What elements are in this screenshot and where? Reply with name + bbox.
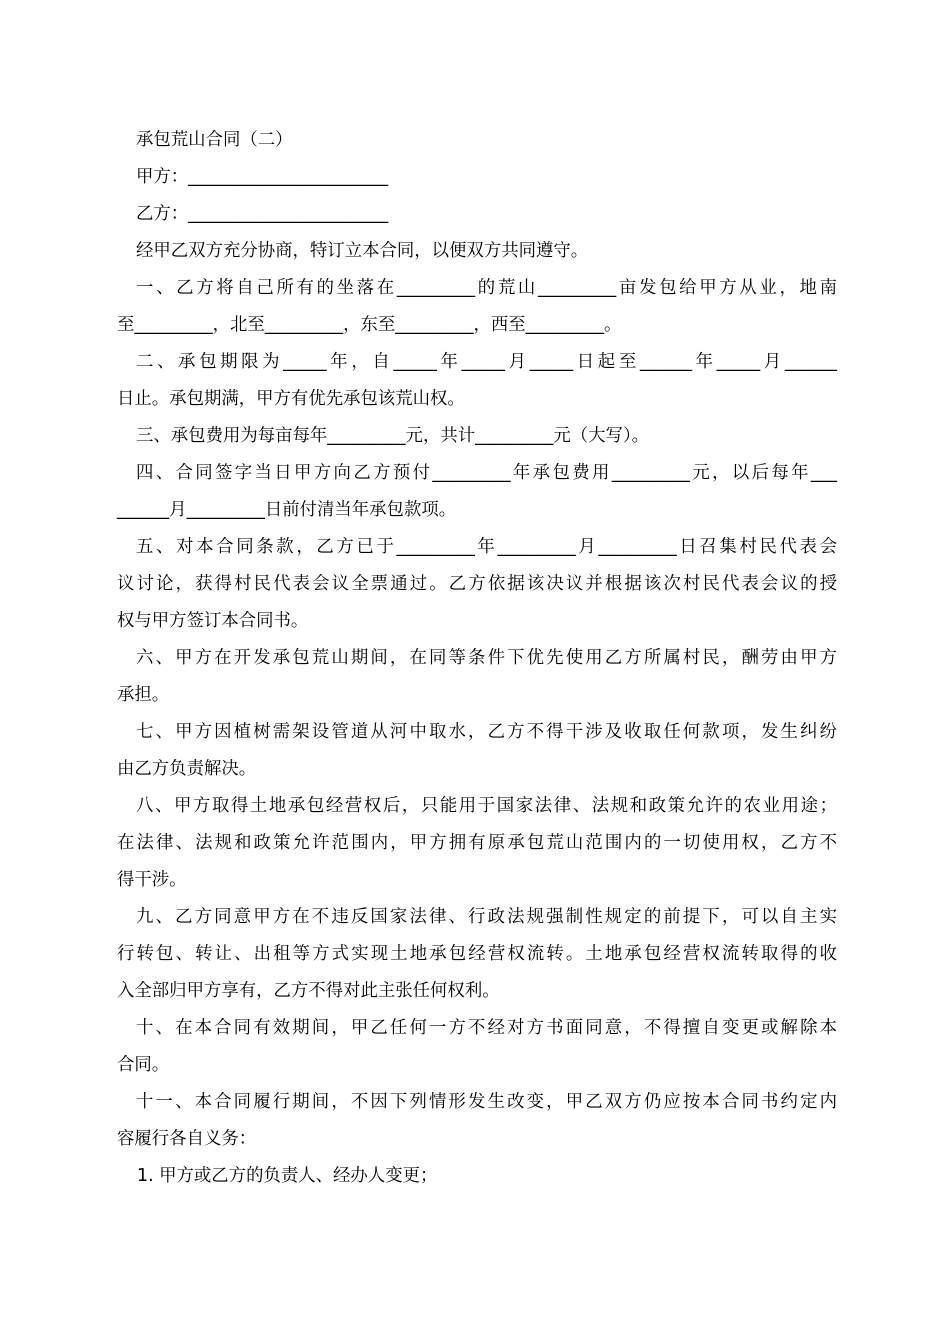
clause-6-line-2: 承担。 (117, 685, 170, 705)
clause-8-line-1: 八、甲方取得土地承包经营权后，只能用于国家法律、法规和政策允许的农业用途； (136, 796, 837, 816)
clause-8-line-3: 得干涉。 (117, 870, 187, 890)
clause-2-line-1: 二、承包期限为_____年，自_____年_____月_____日起至______年_____月______ (136, 352, 837, 372)
clause-8-line-2: 在法律、法规和政策允许范围内，甲方拥有原承包荒山范围内的一切使用权，乙方不 (117, 833, 837, 853)
clause-5-line-1: 五、对本合同条款，乙方已于_________年_________月_________日召集村民代表会 (136, 537, 837, 557)
clause-10-line-1: 十、在本合同有效期间，甲乙任何一方不经对方书面同意，不得擅自变更或解除本 (136, 1018, 837, 1038)
contract-body (117, 122, 837, 1195)
clause-11-item-1: 1. 甲方或乙方的负责人、经办人变更； (137, 1166, 438, 1186)
clause-7-line-1: 七、甲方因植树需架设管道从河中取水，乙方不得干涉及收取任何款项，发生纠纷 (136, 722, 837, 742)
clause-11-line-1: 十一、本合同履行期间，不因下列情形发生改变，甲乙双方仍应按本合同书约定内 (136, 1092, 837, 1112)
clause-2-line-2: 日止。承包期满，甲方有优先承包该荒山权。 (117, 389, 465, 409)
clause-3-line-1: 三、承包费用为每亩每年_________元，共计_________元（大写）。 (136, 426, 650, 446)
clause-10-line-2: 合同。 (117, 1055, 170, 1075)
clause-5-line-2: 议讨论，获得村民代表会议全票通过。乙方依据该决议并根据该次村民代表会议的授 (117, 574, 837, 594)
party-a-line: 甲方：_______________________ (136, 167, 389, 187)
clause-1-line-1: 一、乙方将自己所有的坐落在_________的荒山_________亩发包给甲方从业，地南 (136, 278, 837, 298)
party-b-line: 乙方：_______________________ (136, 204, 389, 224)
intro-line: 经甲乙双方充分协商，特订立本合同，以便双方共同遵守。 (136, 241, 589, 261)
clause-9-line-3: 入全部归甲方享有，乙方不得对此主张任何权利。 (117, 981, 500, 1001)
clause-7-line-2: 由乙方负责解决。 (117, 759, 257, 779)
clause-9-line-2: 行转包、转让、出租等方式实现土地承包经营权流转。土地承包经营权流转取得的收 (117, 944, 837, 964)
clause-4-line-1: 四、合同签字当日甲方向乙方预付_________年承包费用_________元，以后每年___ (136, 463, 837, 483)
clause-11-line-2: 容履行各自义务： (117, 1129, 257, 1149)
clause-9-line-1: 九、乙方同意甲方在不违反国家法律、行政法规强制性规定的前提下，可以自主实 (136, 907, 837, 927)
clause-4-line-2: ______月_________日前付清当年承包款项。 (117, 500, 457, 520)
clause-6-line-1: 六、甲方在开发承包荒山期间，在同等条件下优先使用乙方所属村民，酬劳由甲方 (136, 648, 837, 668)
document-title: 承包荒山合同（二） (136, 130, 293, 150)
clause-5-line-3: 权与甲方签订本合同书。 (117, 611, 309, 631)
clause-1-line-2: 至_________，北至_________，东至_________，西至_________。 (117, 315, 622, 335)
